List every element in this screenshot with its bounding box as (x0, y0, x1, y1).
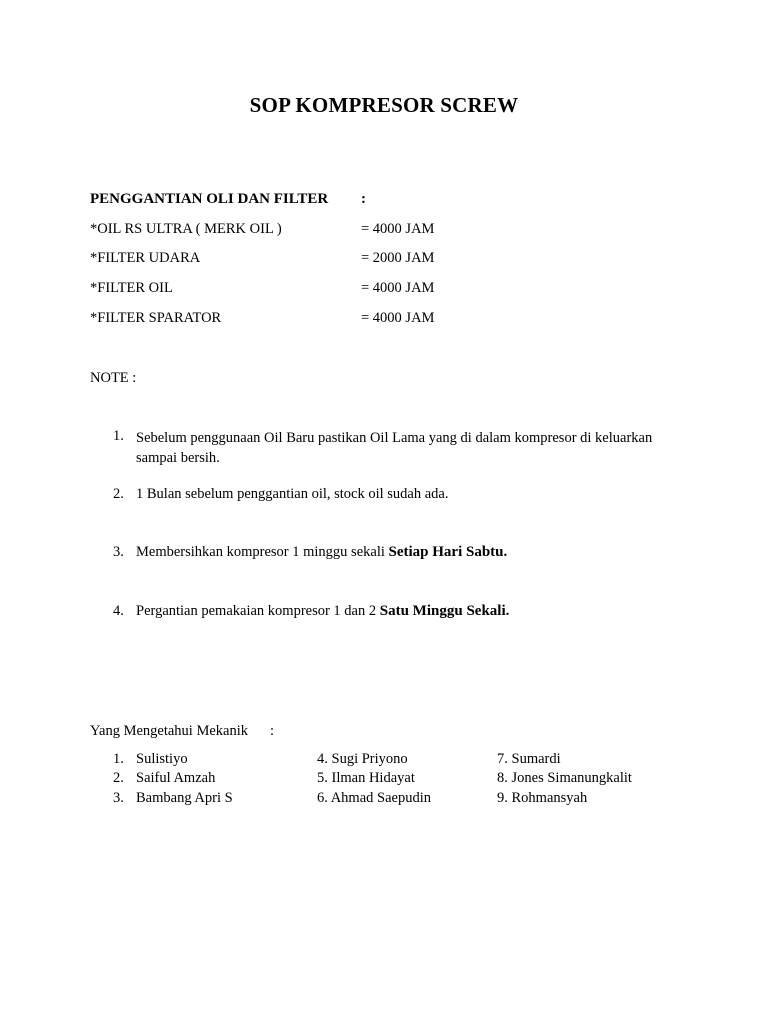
mechanic-number: 2. (113, 770, 124, 786)
mechanic-name: 4. Sugi Priyono (317, 751, 408, 767)
mechanic-name: 5. Ilman Hidayat (317, 770, 415, 786)
note-item-text-wrapper (136, 603, 509, 620)
mechanic-name: Bambang Apri S (136, 790, 233, 806)
mechanic-number: 1. (113, 751, 124, 767)
note-item-number: 2. (113, 486, 124, 502)
mechanic-name: Saiful Amzah (136, 770, 216, 786)
mechanic-name: 7. Sumardi (497, 751, 561, 767)
mechanic-name: Sulistiyo (136, 751, 188, 767)
note-item-number: 4. (113, 603, 124, 619)
note-item-text-wrapper (136, 544, 507, 561)
note-item-emphasis: Setiap Hari Sabtu. (388, 544, 508, 560)
mechanic-name: 6. Ahmad Saepudin (317, 790, 431, 806)
spec-name-air-filter: *FILTER UDARA (90, 250, 201, 266)
document-title: SOP KOMPRESOR SCREW (249, 93, 519, 117)
note-item-text: 1 Bulan sebelum penggantian oil, stock oil sudah ada. (136, 486, 449, 502)
spec-name-oil: *OIL RS ULTRA ( MERK OIL ) (90, 221, 282, 237)
note-item-text: Sebelum penggunaan Oil Baru pastikan Oil Lama yang di dalam kompresor di keluarkan sampai bersih. (136, 430, 653, 466)
note-item-text: Pergantian pemakaian kompresor 1 dan 2 (136, 603, 380, 619)
maintenance-heading-colon: : (361, 191, 366, 207)
note-label: NOTE : (90, 370, 137, 386)
mechanic-name: 9. Rohmansyah (497, 790, 588, 806)
mechanic-number: 3. (113, 790, 124, 806)
spec-value-air-filter: = 2000 JAM (361, 250, 435, 266)
spec-value-oil-filter: = 4000 JAM (361, 280, 435, 296)
note-item-text: Membersihkan kompresor 1 minggu sekali (136, 544, 389, 560)
note-item-number: 3. (113, 544, 124, 560)
acknowledgement-colon: : (270, 723, 275, 739)
note-item-emphasis: Satu Minggu Sekali. (379, 603, 510, 619)
spec-value-oil: = 4000 JAM (361, 221, 435, 237)
mechanic-name: 8. Jones Simanungkalit (497, 770, 632, 786)
note-item-number: 1. (113, 428, 124, 444)
spec-name-separator-filter: *FILTER SPARATOR (90, 310, 222, 326)
maintenance-heading: PENGGANTIAN OLI DAN FILTER (90, 191, 329, 207)
spec-name-oil-filter: *FILTER OIL (90, 280, 173, 296)
spec-value-separator-filter: = 4000 JAM (361, 310, 435, 326)
acknowledgement-label: Yang Mengetahui Mekanik (90, 723, 249, 739)
